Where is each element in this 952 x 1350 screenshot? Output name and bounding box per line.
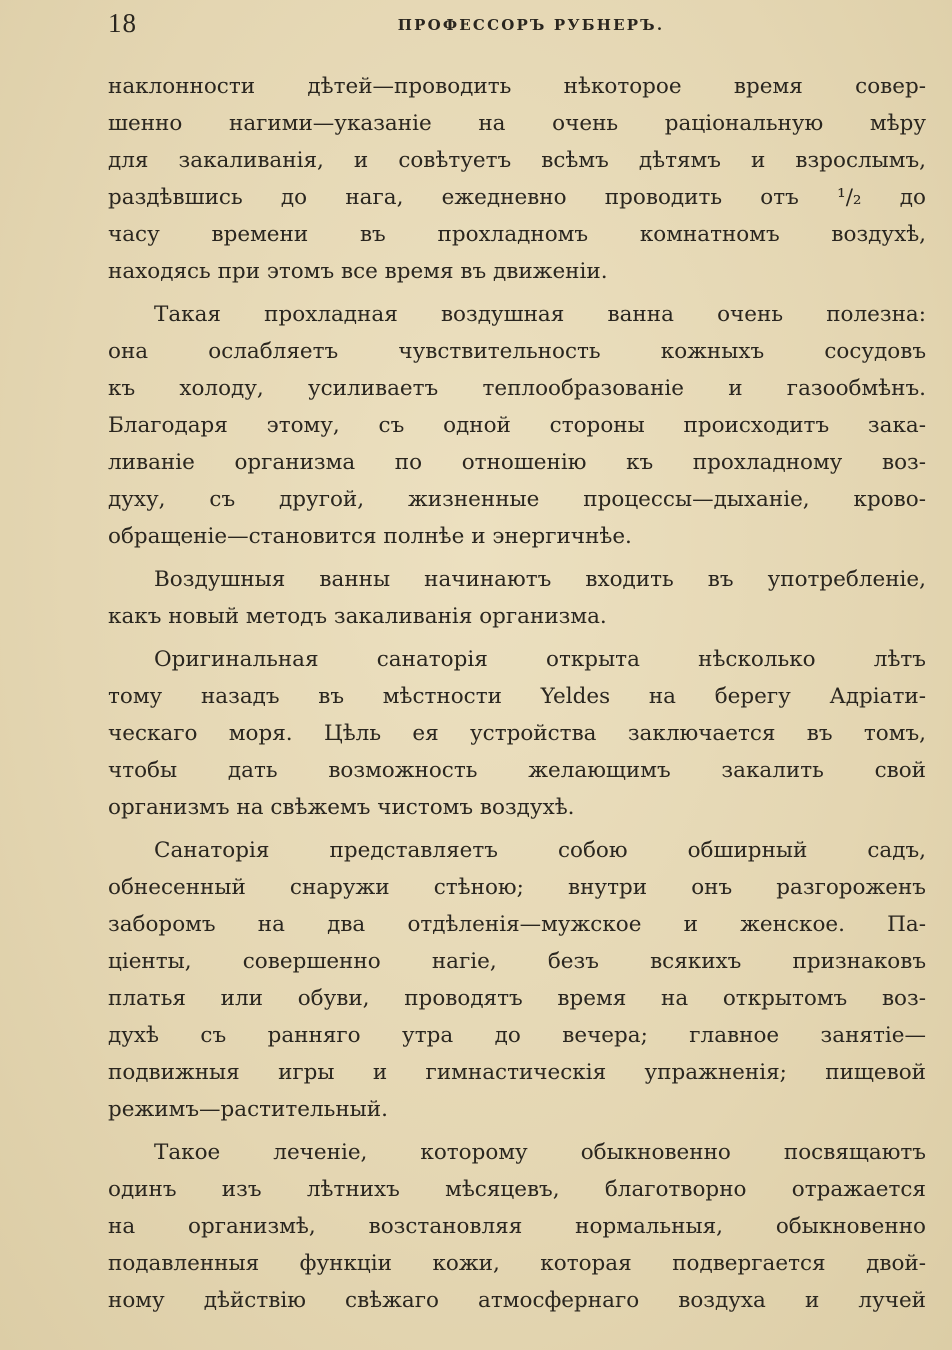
paragraph: [108, 561, 926, 635]
running-head: [108, 8, 924, 44]
text-line: заборомъ на два отдѣленія—мужское и женское. Па-: [108, 912, 926, 937]
text-line: наклонности дѣтей—проводить нѣкоторое время совер-: [108, 74, 926, 99]
paragraph: [108, 296, 926, 555]
text-line: Воздушныя ванны начинаютъ входить въ употребленіе,: [154, 567, 926, 592]
text-line: ливаніе организма по отношенію къ прохладному воз-: [108, 450, 926, 475]
text-line: часу времени въ прохладномъ комнатномъ воздухѣ,: [108, 222, 926, 247]
text-line: обнесенный снаружи стѣною; внутри онъ разгороженъ: [108, 875, 926, 900]
text-line: Санаторія представляетъ собою обширный садъ,: [154, 838, 926, 863]
text-line: на организмѣ, возстановляя нормальныя, обыкновенно: [108, 1214, 926, 1239]
text-line: подавленныя функціи кожи, которая подвергается двой-: [108, 1251, 926, 1276]
text-line: какъ новый методъ закаливанія организма.: [108, 604, 607, 629]
text-line: ческаго моря. Цѣль ея устройства заключается въ томъ,: [108, 721, 926, 746]
paragraph: [108, 641, 926, 826]
text-line: одинъ изъ лѣтнихъ мѣсяцевъ, благотворно отражается: [108, 1177, 926, 1202]
text-line: къ холоду, усиливаетъ теплообразованіе и газообмѣнъ.: [108, 376, 926, 401]
text-line: для закаливанія, и совѣтуетъ всѣмъ дѣтямъ и взрослымъ,: [108, 148, 926, 173]
text-line: Такая прохладная воздушная ванна очень полезна:: [154, 302, 926, 327]
page-number: 18: [108, 8, 137, 38]
text-line: режимъ—растительный.: [108, 1097, 388, 1122]
text-line: она ослабляетъ чувствительность кожныхъ сосудовъ: [108, 339, 926, 364]
paragraph: [108, 68, 926, 290]
text-line: духѣ съ ранняго утра до вечера; главное занятіе—: [108, 1023, 926, 1048]
paragraph: [108, 1134, 926, 1319]
text-line: подвижныя игры и гимнастическія упражненія; пищевой: [108, 1060, 926, 1085]
text-line: организмъ на свѣжемъ чистомъ воздухѣ.: [108, 795, 575, 820]
running-title: ПРОФЕССОРЪ РУБНЕРЪ.: [397, 16, 665, 34]
text-line: шенно нагими—указаніе на очень раціональную мѣру: [108, 111, 926, 136]
text-line: обращеніе—становится полнѣе и энергичнѣе.: [108, 524, 632, 549]
text-line: Такое леченіе, которому обыкновенно посвящаютъ: [154, 1140, 926, 1165]
text-line: платья или обуви, проводятъ время на открытомъ воз-: [108, 986, 926, 1011]
body-text: [108, 68, 926, 1325]
text-line: тому назадъ въ мѣстности Yeldes на берегу Адріати-: [108, 684, 926, 709]
text-line: ціенты, совершенно нагіе, безъ всякихъ признаковъ: [108, 949, 926, 974]
text-line: Оригинальная санаторія открыта нѣсколько лѣтъ: [154, 647, 926, 672]
text-line: чтобы дать возможность желающимъ закалить свой: [108, 758, 926, 783]
text-line: находясь при этомъ все время въ движеніи.: [108, 259, 608, 284]
paragraph: [108, 832, 926, 1128]
text-line: Благодаря этому, съ одной стороны происходитъ зака-: [108, 413, 926, 438]
text-line: ному дѣйствію свѣжаго атмосфернаго воздуха и лучей: [108, 1288, 926, 1313]
text-line: раздѣвшись до нага, ежедневно проводить отъ ¹/₂ до: [108, 185, 926, 210]
text-line: духу, съ другой, жизненные процессы—дыханіе, крово-: [108, 487, 926, 512]
